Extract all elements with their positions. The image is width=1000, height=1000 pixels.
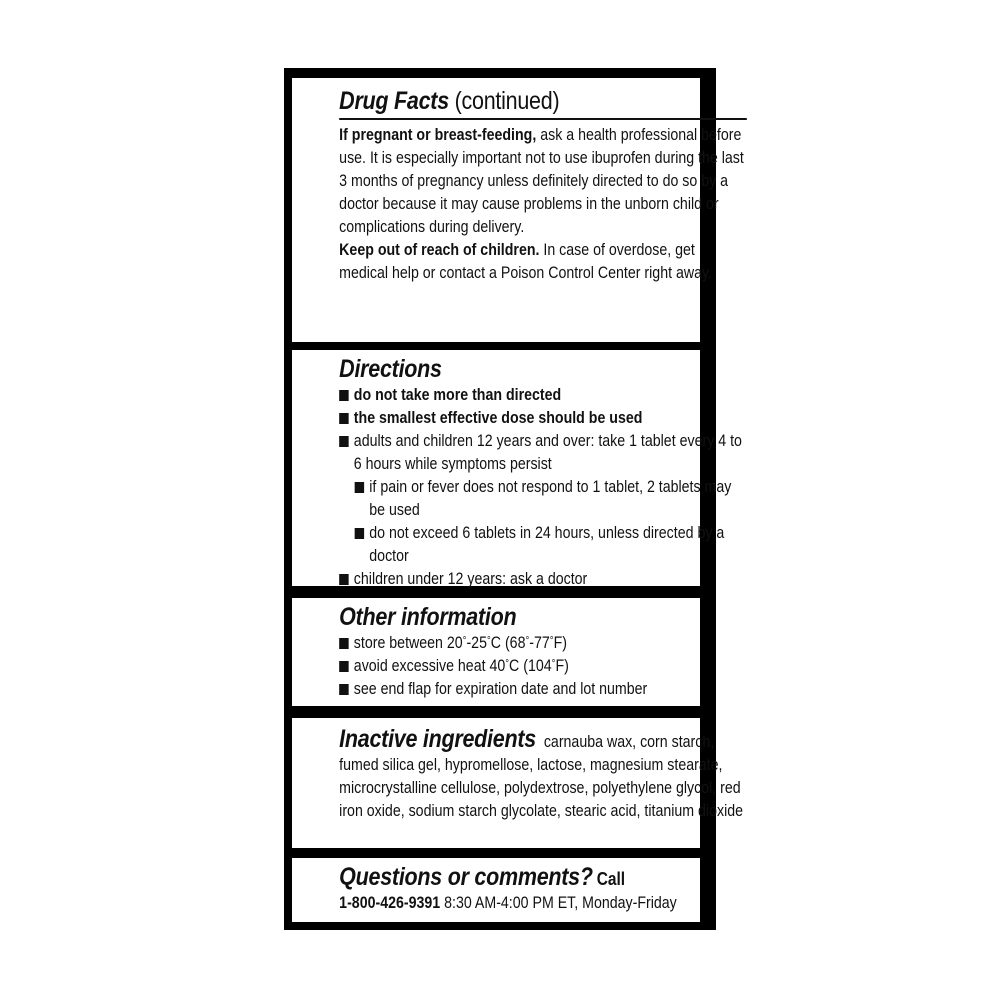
degree-symbol: °: [551, 658, 556, 670]
directions-subitem: if pain or fever does not respond to 1 tablet, 2 tablets may be used: [355, 476, 747, 522]
heat-text: C (104: [509, 657, 552, 675]
questions-title: Questions or comments?: [339, 863, 593, 891]
storage-text: -25: [466, 634, 487, 652]
pregnancy-warning: [339, 124, 747, 239]
contact-hours: 8:30 AM-4:00 PM ET, Monday-Friday: [444, 894, 677, 912]
degree-symbol: °: [486, 635, 491, 647]
directions-list: [339, 384, 747, 591]
end-flap-item: see end flap for expiration date and lot number: [339, 678, 747, 701]
contact-line: [339, 892, 747, 915]
other-information-title: Other information: [339, 603, 517, 631]
drug-facts-label: [284, 68, 744, 930]
degree-symbol: °: [525, 635, 530, 647]
drug-facts-heading: [339, 86, 747, 116]
children-heading: Keep out of reach of children.: [339, 241, 540, 259]
storage-item: [339, 632, 747, 655]
other-information-list: [339, 632, 747, 701]
directions-item-text: do not take more than directed: [353, 386, 562, 404]
inactive-ingredients-text: [339, 724, 747, 823]
inactive-ingredients-panel: [292, 718, 744, 848]
pregnancy-text: ask a health professional before use. It is especially important not to use ibuprofen during the last 3 months of pregnancy unless definitely directed to do so by a doctor because it may cause problems in the unborn child or complications during delivery.: [339, 126, 744, 236]
call-label: Call: [596, 869, 626, 889]
pregnancy-heading: If pregnant or breast-feeding,: [339, 126, 537, 144]
heat-item: [339, 655, 747, 678]
inactive-ingredients-list: carnauba wax, corn starch, fumed silica gel, hypromellose, lactose, magnesium stearate, microcrystalline cellulose, polydextrose, polyethylene glycol, red iron oxide, sodium starch glycolate, stearic acid, titanium dioxide: [339, 733, 744, 820]
degree-symbol: °: [505, 658, 510, 670]
directions-item: adults and children 12 years and over: take 1 tablet every 4 to 6 hours while symptoms persist: [339, 430, 747, 476]
heat-text: avoid excessive heat 40: [353, 657, 506, 675]
degree-symbol: °: [549, 635, 554, 647]
directions-item: children under 12 years: ask a doctor: [339, 568, 747, 591]
drug-facts-continued: (continued): [454, 87, 560, 115]
children-text: In case of overdose, get medical help or contact a Poison Control Center right away.: [339, 241, 712, 282]
inactive-ingredients-title: Inactive ingredients: [339, 725, 536, 753]
drug-facts-title: Drug Facts: [339, 87, 449, 115]
questions-panel: [292, 858, 700, 922]
directions-subitem: do not exceed 6 tablets in 24 hours, unless directed by a doctor: [355, 522, 747, 568]
directions-panel: [292, 350, 742, 588]
children-warning: [339, 239, 747, 285]
storage-text: -77: [529, 634, 550, 652]
storage-text: C (68: [490, 634, 526, 652]
degree-symbol: °: [462, 635, 467, 647]
heading-rule: [339, 118, 747, 120]
directions-item: [339, 384, 747, 407]
directions-title: Directions: [339, 355, 442, 383]
heat-text: F): [555, 657, 569, 675]
other-information-panel: [292, 598, 700, 706]
directions-item-text: the smallest effective dose should be used: [353, 409, 643, 427]
phone-number: 1-800-426-9391: [339, 894, 441, 912]
storage-text: F): [553, 634, 567, 652]
directions-item: [339, 407, 747, 430]
questions-line: [339, 862, 747, 892]
storage-text: store between 20: [353, 634, 463, 652]
drug-facts-panel: [292, 78, 744, 342]
